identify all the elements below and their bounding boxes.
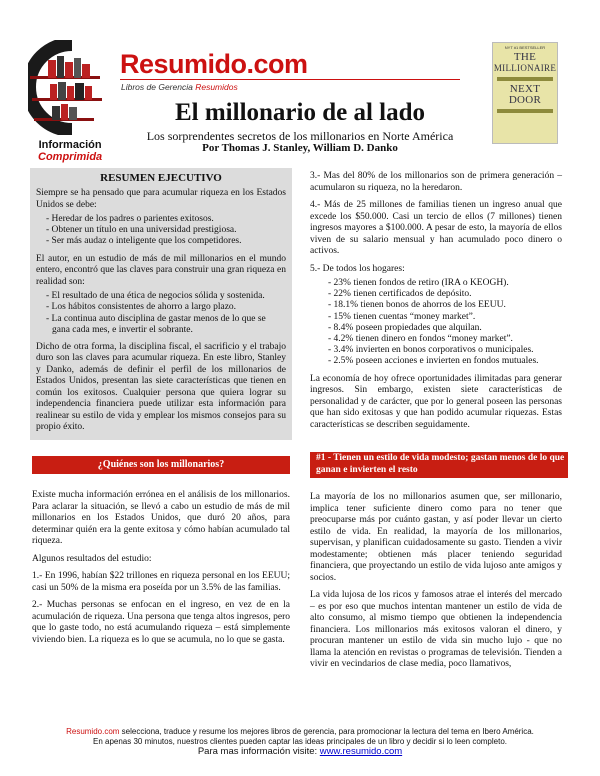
brand-tagline bbox=[121, 82, 238, 92]
section-bar-estilo-modesto: #1 - Tienen un estilo de vida modesto; gastan menos de lo que ganan e invierten el resto bbox=[310, 452, 568, 478]
left-p2: Algunos resultados del estudio: bbox=[32, 553, 152, 564]
info-line-1: Información bbox=[38, 139, 102, 151]
footer-line-3 bbox=[0, 747, 600, 757]
footer-line-3-text: Para mas información visite: bbox=[197, 746, 320, 757]
right-section-p2: La vida lujosa de los ricos y famosos atrae el interés del mercado – es por eso que muchos intentan mantener un estilo de vida de alto consumo, al mismo tiempo que obtienen la independencia financiera. Los millonarios más exitosos valoran el dinero, y procuran mantener un estilo de vida sin mucho lujo - que no llama la atención en revistas o programas de televisión. Tienden a vivir en vecindarios de clase media, poco llamativos, bbox=[310, 590, 562, 669]
list-item: - Ser más audaz o inteligente que los competidores. bbox=[46, 236, 242, 247]
list-item: - 2.5% poseen acciones e invierten en fondos mutuales. bbox=[328, 356, 539, 367]
summary-p1: Siempre se ha pensado que para acumular riqueza en los Estados Unidos se debe: bbox=[36, 188, 286, 210]
right-p2: 4.- Más de 25 millones de familias tienen un ingreso anual que excede los $50.000. Casi un tercio de ellos (7 millones) tienen ingresos mayores a $100.000. A pesar de esto, la mayoría de ellos viven de su salario mensual y han acumulado poco dinero o activos. bbox=[310, 200, 562, 256]
left-section-content bbox=[32, 490, 290, 646]
left-p4: 2.- Muchas personas se enfocan en el ingreso, en vez de en la acumulación de riqueza. Una persona que tenga altos ingresos, pero que lo gaste todo, no está acumulando riqueza – está simplemente viviendo bien. La riqueza es lo que se acumula, no lo que se gasta. bbox=[32, 600, 290, 645]
right-top-content bbox=[310, 171, 562, 431]
book-cover-image bbox=[492, 42, 558, 144]
left-p1: Existe mucha información errónea en el análisis de los millonarios. Para aclarar la situación, se llevó a cabo un estudio de más de mil millonarios en los Estados Unidos, que duró 20 años, para determinar quién era la gente exitosa y cómo habían acumulado tal riqueza. bbox=[32, 490, 290, 546]
summary-list-2 bbox=[40, 291, 286, 336]
summary-p3: Dicho de otra forma, la disciplina fiscal, el sacrificio y el trabajo duro son las claves para acumular riqueza. En este libro, Stanley y Danko, además de definir el perfil de los millonarios de Estados Unidos, presentan las siete características que tienen en común los exitosos. Cualquier persona que quiera lograr su independencia financiera puede utilizar esta información para realinear su estilo de vida y emplear los mismos consejos para su propio éxito. bbox=[36, 341, 286, 433]
info-line-2: Comprimida bbox=[38, 151, 103, 163]
right-section-content bbox=[310, 492, 562, 671]
household-list bbox=[322, 278, 562, 368]
cover-title-1: THE bbox=[513, 51, 537, 63]
list-item: - 18.1% tienen bonos de ahorros de los EEUU. bbox=[328, 300, 506, 311]
cover-band bbox=[497, 77, 553, 81]
list-item: - El resultado de una ética de negocios sólida y sostenida. bbox=[46, 291, 265, 302]
list-item: - Los hábitos consistentes de ahorro a largo plazo. bbox=[46, 302, 237, 313]
cover-title-3: NEXT bbox=[509, 83, 541, 95]
footer-line-1-text: selecciona, traduce y resume los mejores libros de gerencia, para promocionar la lectura del tema en Ibero América. bbox=[119, 727, 534, 736]
brand-name: Resumido.com bbox=[120, 49, 308, 79]
list-item: - 22% tienen certificados de depósito. bbox=[328, 289, 472, 300]
right-p4: La economía de hoy ofrece oportunidades ilimitadas para generar ingresos. Sin embargo, existen siete características de personalidad y de carácter, que por lo general poseen las personas que han sido exitosas y que han podido acumular riquezas. Estas características se describen seguidamente. bbox=[310, 373, 562, 430]
list-item: - Obtener un título en una universidad prestigiosa. bbox=[46, 225, 237, 236]
cover-title-4: DOOR bbox=[508, 94, 542, 106]
book-title: El millonario de al lado bbox=[174, 99, 426, 126]
list-item: - Heredar de los padres o parientes exitosos. bbox=[46, 214, 214, 224]
list-item: - 8.4% poseen propiedades que alquilan. bbox=[328, 322, 482, 333]
summary-heading: RESUMEN EJECUTIVO bbox=[100, 172, 222, 184]
tagline-prefix: Libros de Gerencia bbox=[121, 82, 193, 92]
summary-content bbox=[36, 188, 286, 434]
list-item: - La continua auto disciplina de gastar menos de lo que se gana cada mes, e invertir el sobrante. bbox=[46, 313, 266, 335]
book-subtitle: Los sorprendentes secretos de los millonarios en Norte América bbox=[146, 129, 454, 143]
footer-line-1 bbox=[0, 727, 600, 737]
section-bar-millonarios: ¿Quiénes son los millonarios? bbox=[32, 456, 290, 474]
list-item: - 23% tienen fondos de retiro (IRA o KEOGH). bbox=[328, 278, 509, 288]
brand-underline bbox=[120, 79, 460, 80]
summary-p2: El autor, en un estudio de más de mil millonarios en el mundo entero, encontró que las claves para construir una gran riqueza en realidad son: bbox=[36, 253, 286, 287]
summary-list-1 bbox=[40, 214, 286, 248]
right-p1: 3.- Mas del 80% de los millonarios son de primera generación – acumularon su riqueza, no la heredaron. bbox=[310, 171, 562, 193]
cover-title-2: MILLIONAIRE bbox=[493, 63, 557, 73]
footer bbox=[0, 727, 600, 757]
tagline-suffix: Resumidos bbox=[195, 82, 238, 92]
list-item: - 4.2% tienen dinero en fondos “money market”. bbox=[328, 334, 513, 345]
cover-band-2 bbox=[497, 109, 553, 113]
footer-website-link[interactable]: www.resumido.com bbox=[319, 746, 403, 757]
right-section-p1: La mayoría de los no millonarios asumen que, ser millonario, implica tener suficiente dinero como para no tener que preocuparse más por cuánto gastan, y así poder llevar un cierto estilo de vida. En realidad, la mayoría de los millonarios, supervisan, y planifican cuidadosamente su gasto. Tienden a vivir modestamente; obtienen más placer teniendo seguridad financiera, que proyectando un estilo de vida lujoso ante amigos y socios. bbox=[310, 492, 562, 583]
right-p3: 5.- De todos los hogares: bbox=[310, 263, 405, 274]
list-item: - 15% tienen cuentas “money market”. bbox=[328, 311, 476, 322]
left-p3: 1.- En 1996, habían $22 trillones en riqueza personal en los EEUU; casi un 50% de la misma era poseída por un 3.5% de las familias. bbox=[32, 571, 290, 593]
footer-brand: Resumido.com bbox=[66, 727, 120, 736]
cover-top-text: NYT #1 BESTSELLER bbox=[504, 45, 546, 50]
book-authors: Por Thomas J. Stanley, William D. Danko bbox=[202, 142, 398, 154]
footer-line-2: En apenas 30 minutos, nuestros clientes pueden captar las ideas principales de un libro y decidir si lo leen completo. bbox=[92, 737, 508, 746]
list-item: - 3.4% invierten en bonos corporativos o municipales. bbox=[328, 345, 534, 356]
